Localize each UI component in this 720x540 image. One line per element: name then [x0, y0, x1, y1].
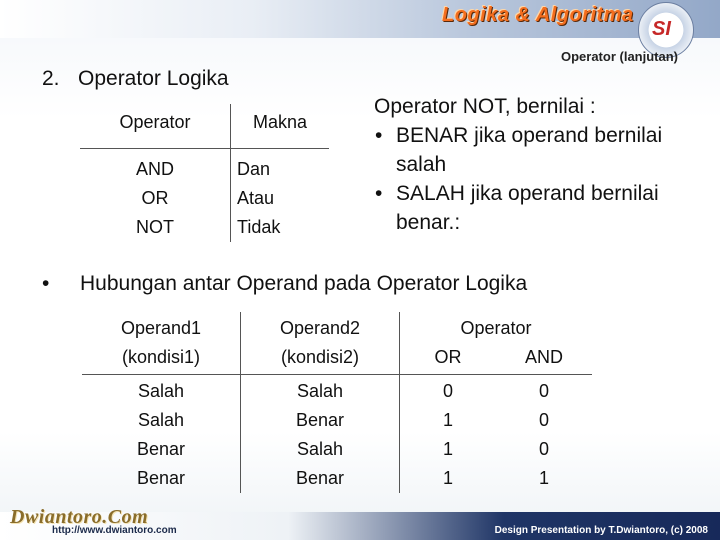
header-banner	[0, 0, 720, 38]
operand1-column	[82, 375, 241, 494]
operator-table-header	[80, 104, 329, 148]
footer-credit: Design Presentation by T.Dwiantoro, (c) 2008	[494, 525, 708, 536]
or-label: OR	[434, 347, 462, 367]
note-item	[366, 121, 666, 179]
operator-label: Operator	[460, 318, 532, 338]
seal-text: SI	[652, 18, 671, 40]
table-cell: Benar	[295, 410, 345, 430]
table-cell: 0	[538, 410, 549, 430]
table-cell: Benar	[136, 439, 186, 459]
operator-cell: OR	[141, 187, 169, 208]
banner-title: Logika & Algoritma	[442, 4, 634, 26]
not-operator-note	[366, 92, 666, 237]
footer-logo: Dwiantoro.Com	[10, 506, 149, 528]
slide-subtitle: Operator (lanjutan)	[560, 49, 678, 64]
operand1-sub: (kondisi1)	[121, 347, 201, 367]
operator-cell: NOT	[136, 216, 174, 237]
makna-cell: Tidak	[237, 216, 281, 237]
table-cell: 0	[538, 439, 549, 459]
bullet-heading	[42, 272, 527, 296]
table-cell: Benar	[136, 468, 186, 488]
operator-table-body	[80, 148, 329, 242]
header-operator	[400, 312, 593, 375]
bullet-text: Hubungan antar Operand pada Operator Logika	[80, 272, 528, 295]
table-cell: 1	[538, 468, 549, 488]
operator-cell: AND	[135, 158, 174, 179]
bullet-dot: •	[375, 124, 383, 147]
table-cell: 1	[442, 410, 453, 430]
table-cell: Salah	[137, 410, 185, 430]
makna-cell: Dan	[237, 158, 271, 179]
note-title: Operator NOT, bernilai :	[374, 95, 596, 118]
operand2-column	[241, 375, 400, 494]
table-cell: Benar	[295, 468, 345, 488]
table-cell: Salah	[137, 381, 185, 401]
bullet-dot: •	[375, 182, 383, 205]
table-cell: Salah	[296, 439, 344, 459]
truth-table	[82, 312, 592, 493]
table-cell: 1	[442, 468, 453, 488]
makna-cell: Atau	[237, 187, 275, 208]
table-cell: Salah	[296, 381, 344, 401]
and-column	[496, 375, 592, 494]
note-item-text: SALAH jika operand bernilai benar.:	[396, 182, 659, 234]
truth-table-header	[82, 312, 592, 375]
operand2-sub: (kondisi2)	[280, 347, 360, 367]
note-item-text: BENAR jika operand bernilai salah	[396, 124, 663, 176]
truth-table-body	[82, 375, 592, 494]
header-operator: Operator	[80, 104, 231, 148]
section-title: Operator Logika	[78, 67, 229, 90]
makna-column	[231, 148, 330, 242]
bullet-dot: •	[42, 272, 50, 295]
operand2-label: Operand2	[279, 318, 361, 338]
and-label: AND	[524, 347, 563, 367]
header-operand2	[241, 312, 400, 375]
table-cell: 0	[538, 381, 549, 401]
operator-table	[80, 104, 329, 242]
header-makna: Makna	[231, 104, 330, 148]
table-cell: 1	[442, 439, 453, 459]
or-column	[400, 375, 497, 494]
note-item	[366, 179, 666, 237]
operand1-label: Operand1	[120, 318, 202, 338]
table-cell: 0	[442, 381, 453, 401]
footer-url[interactable]: http://www.dwiantoro.com	[52, 525, 177, 536]
section-number: 2.	[42, 67, 60, 90]
section-heading	[42, 67, 229, 91]
operator-column	[80, 148, 231, 242]
header-operand1	[82, 312, 241, 375]
